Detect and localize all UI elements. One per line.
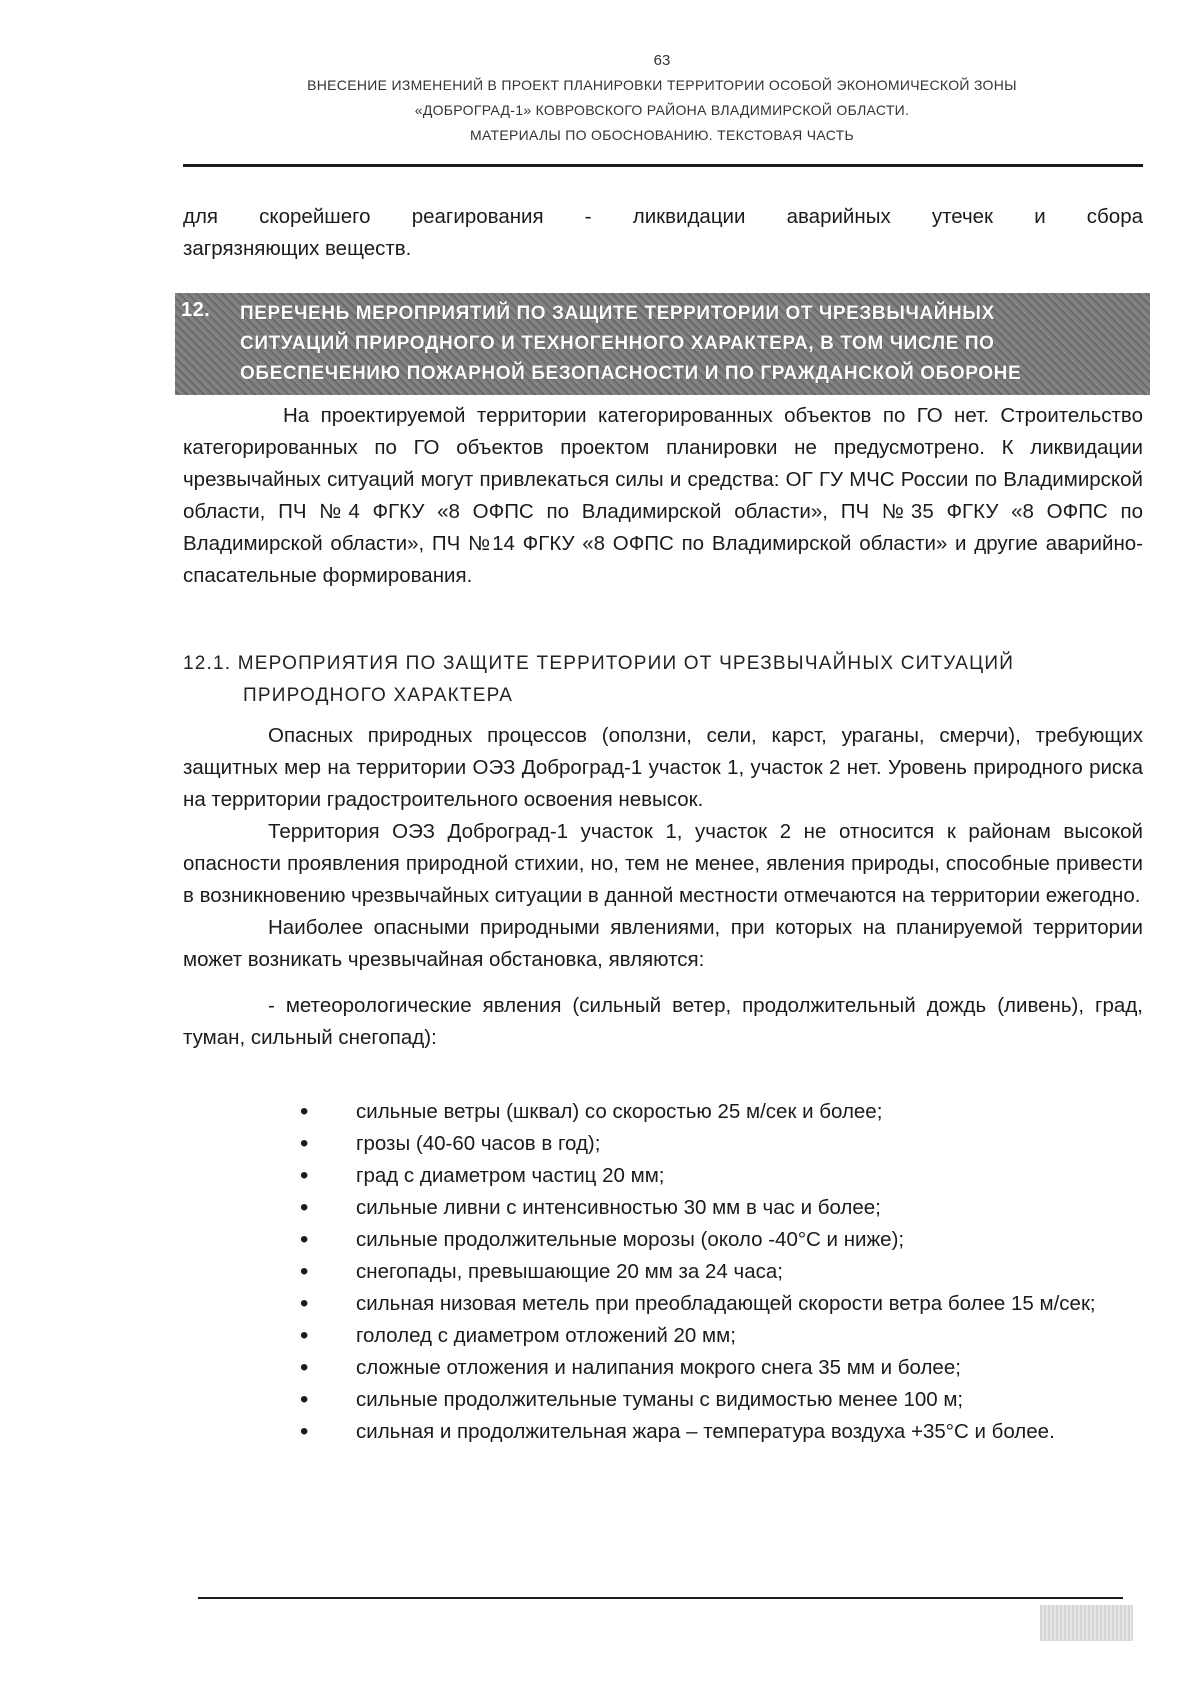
hazards-list [300, 1096, 1146, 1448]
intro-line-1: для скорейшего реагирования - ликвидации аварийных утечек и сбора [183, 205, 1143, 228]
section-12-1-heading [183, 648, 1014, 712]
section-12-title [240, 299, 1140, 389]
list-item: • сильные продолжительные морозы (около -40°С и ниже); [300, 1224, 1146, 1256]
section-12-title-line-3: ОБЕСПЕЧЕНИЮ ПОЖАРНОЙ БЕЗОПАСНОСТИ И ПО ГРАЖДАНСКОЙ ОБОРОНЕ [240, 363, 1022, 384]
list-item: • гололед с диаметром отложений 20 мм; [300, 1320, 1146, 1352]
paragraph-5: - метеорологические явления (сильный ветер, продолжительный дождь (ливень), град, туман, сильный снегопад): [183, 994, 1143, 1049]
intro-paragraph [183, 201, 1143, 265]
scan-stamp-mark [1040, 1605, 1133, 1641]
list-item: • сильная низовая метель при преобладающей скорости ветра более 15 м/сек; [300, 1288, 1146, 1320]
list-item: • снегопады, превышающие 20 мм за 24 часа; [300, 1256, 1146, 1288]
section-12-1-body [183, 720, 1143, 1054]
list-item: • сильные ливни с интенсивностью 30 мм в час и более; [300, 1192, 1146, 1224]
header-line-2: «ДОБРОГРАД-1» КОВРОВСКОГО РАЙОНА ВЛАДИМИРСКОЙ ОБЛАСТИ. [414, 102, 910, 118]
intro-line-2: загрязняющих веществ. [183, 237, 412, 260]
section-12-number: 12. [181, 299, 211, 321]
paragraph-1: На проектируемой территории категорированных объектов по ГО нет. Строительство категорированных по ГО объектов проектом планировки не предусмотрено. К ликвидации чрезвычайных ситуаций могут привлекаться силы и средства: ОГ ГУ МЧС России по Владимирской области, ПЧ №4 ФГКУ «8 ОФПС по Владимирской области», ПЧ №35 ФГКУ «8 ОФПС по Владимирской области», ПЧ №14 ФГКУ «8 ОФПС по Владимирской области» и другие аварийно-спасательные формирования. [183, 404, 1143, 587]
paragraph-3: Территория ОЭЗ Доброград-1 участок 1, участок 2 не относится к районам высокой опасности проявления природной стихии, но, тем не менее, явления природы, способные привести в возникновению чрезвычайных ситуации в данной местности отмечаются на территории ежегодно. [183, 820, 1143, 907]
paragraph-4: Наиболее опасными природными явлениями, при которых на планируемой территории может возникать чрезвычайная обстановка, являются: [183, 916, 1143, 971]
section-12-title-line-2: СИТУАЦИЙ ПРИРОДНОГО И ТЕХНОГЕННОГО ХАРАКТЕРА, В ТОМ ЧИСЛЕ ПО [240, 333, 995, 354]
section-12-1-heading-line-2: ПРИРОДНОГО ХАРАКТЕРА [243, 685, 514, 706]
list-item: • сложные отложения и налипания мокрого снега 35 мм и более; [300, 1352, 1146, 1384]
section-12-title-line-1: ПЕРЕЧЕНЬ МЕРОПРИЯТИЙ ПО ЗАЩИТЕ ТЕРРИТОРИИ ОТ ЧРЕЗВЫЧАЙНЫХ [240, 303, 995, 324]
section-12-banner [175, 293, 1150, 395]
header-line-3: МАТЕРИАЛЫ ПО ОБОСНОВАНИЮ. ТЕКСТОВАЯ ЧАСТЬ [470, 127, 854, 143]
list-item: • сильная и продолжительная жара – температура воздуха +35°С и более. [300, 1416, 1146, 1448]
list-item: • сильные ветры (шквал) со скоростью 25 м/сек и более; [300, 1096, 1146, 1128]
header-rule [183, 164, 1143, 167]
page-number: 63 [653, 52, 671, 69]
list-item: • сильные продолжительные туманы с видимостью менее 100 м; [300, 1384, 1146, 1416]
section-12-1-heading-line-1: 12.1. МЕРОПРИЯТИЯ ПО ЗАЩИТЕ ТЕРРИТОРИИ ОТ ЧРЕЗВЫЧАЙНЫХ СИТУАЦИЙ [183, 653, 1015, 674]
paragraph-2: Опасных природных процессов (оползни, сели, карст, ураганы, смерчи), требующих защитных мер на территории ОЭЗ Доброград-1 участок 1, участок 2 нет. Уровень природного риска на территории градостроительного освоения невысок. [183, 724, 1143, 811]
list-item: • град с диаметром частиц 20 мм; [300, 1160, 1146, 1192]
list-item: • грозы (40-60 часов в год); [300, 1128, 1146, 1160]
header-line-1: ВНЕСЕНИЕ ИЗМЕНЕНИЙ В ПРОЕКТ ПЛАНИРОВКИ ТЕРРИТОРИИ ОСОБОЙ ЭКОНОМИЧЕСКОЙ ЗОНЫ [307, 77, 1017, 93]
footer-rule [198, 1597, 1123, 1599]
